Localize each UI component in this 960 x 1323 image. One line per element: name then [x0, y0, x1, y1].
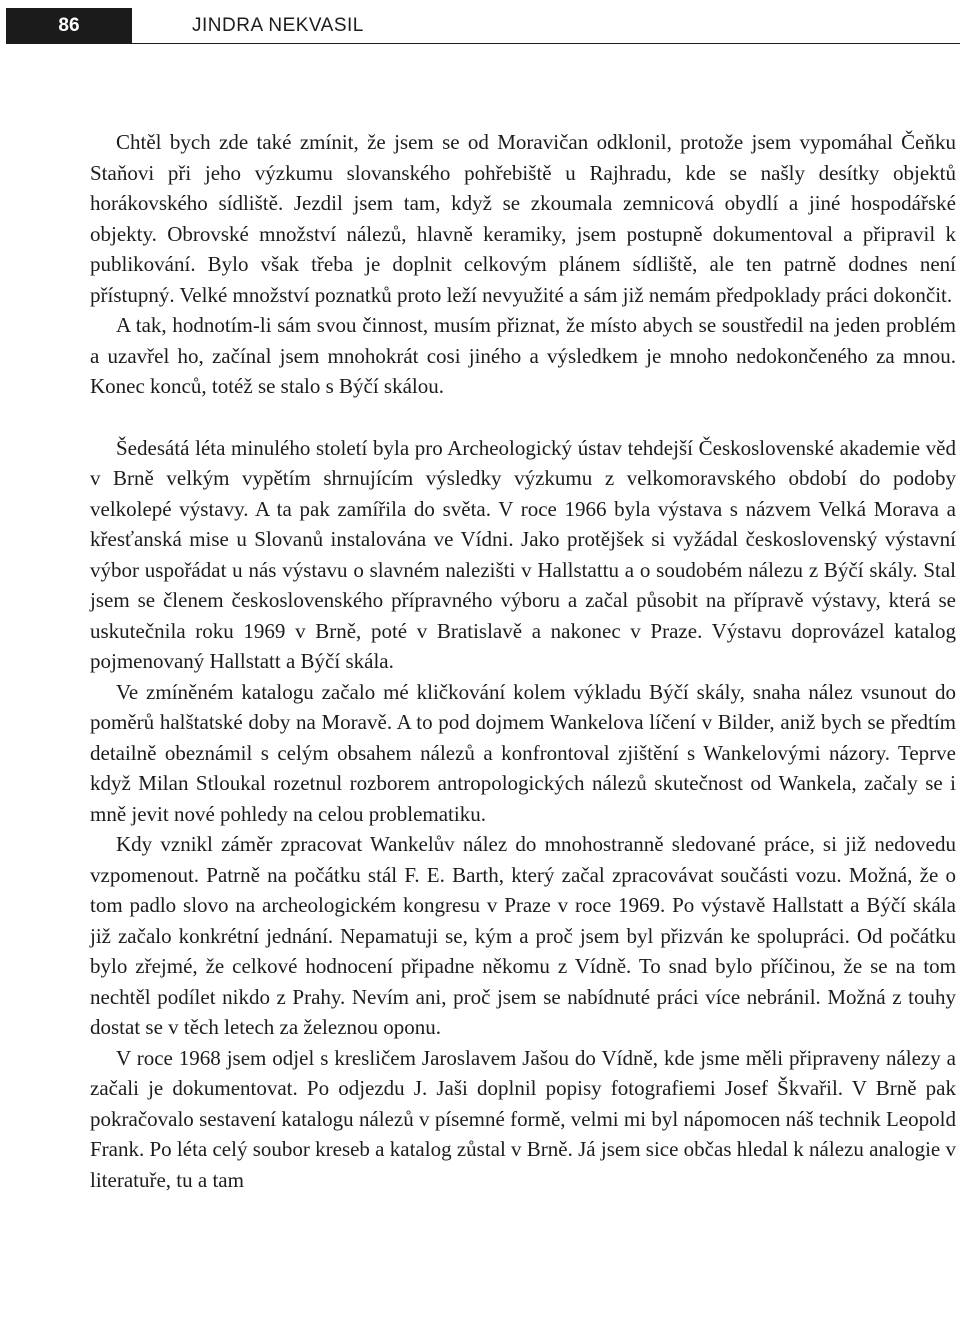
text-body [90, 127, 956, 1195]
header-rule [132, 43, 960, 44]
paragraph: V roce 1968 jsem odjel s kresličem Jaroslavem Jašou do Vídně, kde jsme měli připraveny nálezy a začali je dokumentovat. Po odjezdu J. Jaši doplnil popisy fotografiemi Josef Škvařil. V Brně pak pokračovalo sestavení katalogu nálezů v písemné formě, velmi mi byl nápomocen náš technik Leopold Frank. Po léta celý soubor kreseb a katalog zůstal v Brně. Já jsem sice občas hledal k nálezu analogie v literatuře, tu a tam [90, 1045, 956, 1192]
paragraph: Šedesátá léta minulého století byla pro Archeologický ústav tehdejší Československé akademie věd v Brně velkým vypětím shrnujícím výsledky výzkumu z velkomoravského období do podoby velkolepé výstavy. A ta pak zamířila do světa. V roce 1966 byla výstava s názvem Velká Morava a křesťanská mise u Slovanů instalována ve Vídni. Jako protějšek si vyžádal československý výstavní výbor uspořádat u nás výstavu o slavném nalezišti v Hallstattu a o soudobém nálezu z Býčí skály. Stal jsem se členem československého přípravného výboru a začal působit na přípravě výstavy, která se uskutečnila roku 1969 v Brně, poté v Bratislavě a nakonec v Praze. Výstavu doprovázel katalog pojmenovaný Hallstatt a Býčí skála. [90, 435, 956, 673]
paragraph: Kdy vznikl záměr zpracovat Wankelův nález do mnohostranně sledované práce, si již nedovedu vzpomenout. Patrně na počátku stál F. E. Barth, který začal zpracovávat součásti vozu. Možná, že o tom padlo slovo na archeologickém kongresu v Praze v roce 1969. Po výstavě Hallstatt a Býčí skála již začalo konkrétní jednání. Nepamatuji se, kým a proč jsem byl přizván ke spolupráci. Od počátku bylo zřejmé, že celkové hodnocení připadne někomu z Vídně. To snad bylo příčinou, že se na tom nechtěl podílet nikdo z Prahy. Nevím ani, proč jsem se nabídnuté práci více nebránil. Možná z touhy dostat se v těch letech za železnou oponu. [90, 832, 956, 1039]
paragraph: Chtěl bych zde také zmínit, že jsem se od Moravičan odklonil, protože jsem vypomáhal Čeňku Staňovi při jeho výzkumu slovanského pohřebiště u Rajhradu, kde se našly desítky objektů horákovského sídliště. Jezdil jsem tam, když se zkoumala zemnicová obydlí a jiné hospodářské objekty. Obrovské množství nálezů, hlavně keramiky, jsem postupně dokumentoval a připravil k publikování. Bylo však třeba je doplnit celkovým plánem sídliště, ale ten patrně dodnes není přístupný. Velké množství poznatků proto leží nevyužité a sám již nemám předpoklady práci dokončit. [90, 130, 956, 307]
page-number: 86 [6, 8, 132, 44]
page-header [6, 8, 960, 44]
paragraph: A tak, hodnotím-li sám svou činnost, musím přiznat, že místo abych se soustředil na jeden problém a uzavřel ho, začínal jsem mnohokrát cosi jiného a výsledkem je mnoho nedokončeného za mnou. Konec konců, totéž se stalo s Býčí skálou. [90, 313, 956, 398]
section-break [90, 402, 956, 433]
paragraph: Ve zmíněném katalogu začalo mé kličkování kolem výkladu Býčí skály, snaha nález vsunout do poměrů halštatské doby na Moravě. A to pod dojmem Wankelova líčení v Bilder, aniž bych se předtím detailně obeznámil s celým obsahem nálezů a konfrontoval zjištění s Wankelovými názory. Teprve když Milan Stloukal rozetnul rozborem antropologických nálezů skutečnost od Wankela, začaly se i mně jevit nové pohledy na celou problematiku. [90, 679, 956, 826]
running-head: JINDRA NEKVASIL [192, 15, 364, 36]
